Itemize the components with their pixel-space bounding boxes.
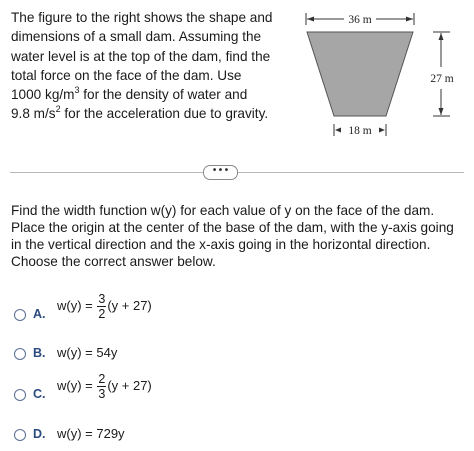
option-c-fraction	[97, 372, 106, 401]
option-a-letter: A.	[33, 307, 46, 321]
bottom-arrow-right	[379, 128, 385, 133]
height-dimension-label: 27 m	[430, 73, 454, 85]
option-c-suffix: (y + 27)	[107, 377, 152, 393]
option-b-letter: B.	[33, 346, 46, 360]
radio-c[interactable]	[14, 389, 26, 401]
problem-line-1: The figure to the right shows the shape and	[11, 10, 273, 25]
option-c-letter: C.	[33, 387, 46, 401]
option-d-letter: D.	[33, 427, 46, 441]
option-a-numerator: 3	[98, 292, 106, 306]
top-dimension-label: 36 m	[348, 14, 372, 26]
problem-line-3: water level is at the top of the dam, find the	[11, 48, 271, 64]
option-a-fraction	[97, 292, 106, 321]
problem-statement	[11, 8, 286, 124]
option-a-suffix: (y + 27)	[107, 297, 152, 313]
density-exponent: 3	[74, 85, 80, 96]
option-c-math	[57, 372, 152, 401]
more-button[interactable]: •••	[203, 165, 238, 180]
option-a-denominator: 2	[98, 307, 106, 321]
height-arrow-down	[439, 108, 444, 115]
gravity-suffix: for the acceleration due to gravity.	[60, 106, 269, 122]
bottom-arrow-left	[335, 128, 341, 133]
top-arrow-left	[307, 17, 314, 22]
problem-line-density	[11, 85, 286, 104]
option-c-prefix: w(y) =	[57, 377, 97, 393]
dam-shape	[307, 32, 413, 116]
radio-d[interactable]	[14, 429, 26, 441]
problem-line-2: dimensions of a small dam. Assuming the	[11, 29, 262, 45]
density-suffix: for the density of water and	[79, 87, 248, 103]
bottom-dimension-label: 18 m	[348, 125, 372, 137]
top-arrow-right	[406, 17, 413, 22]
dam-figure	[300, 6, 470, 146]
question-text: Find the width function w(y) for each value of y on the face of the dam. Place the origin at the center of the base of the dam, with the y-axis going in the vertical direction and the x-axis going in the horizontal direction. Choose the correct answer below.	[11, 203, 454, 269]
gravity-exponent: 2	[55, 104, 61, 115]
problem-line-4: total force on the face of the dam. Use	[11, 67, 242, 83]
option-c-numerator: 2	[98, 372, 106, 386]
option-d-math: w(y) = 729y	[57, 426, 125, 441]
option-b-math: w(y) = 54y	[57, 345, 118, 360]
option-c-denominator: 3	[98, 387, 106, 401]
radio-a[interactable]	[14, 309, 26, 321]
radio-b[interactable]	[14, 348, 26, 360]
height-arrow-up	[439, 33, 444, 40]
density-value: 1000 kg/m	[11, 87, 75, 103]
option-a-prefix: w(y) =	[57, 297, 97, 313]
option-a-math	[57, 292, 152, 321]
gravity-value: 9.8 m/s	[11, 106, 56, 122]
problem-line-gravity	[11, 104, 286, 123]
